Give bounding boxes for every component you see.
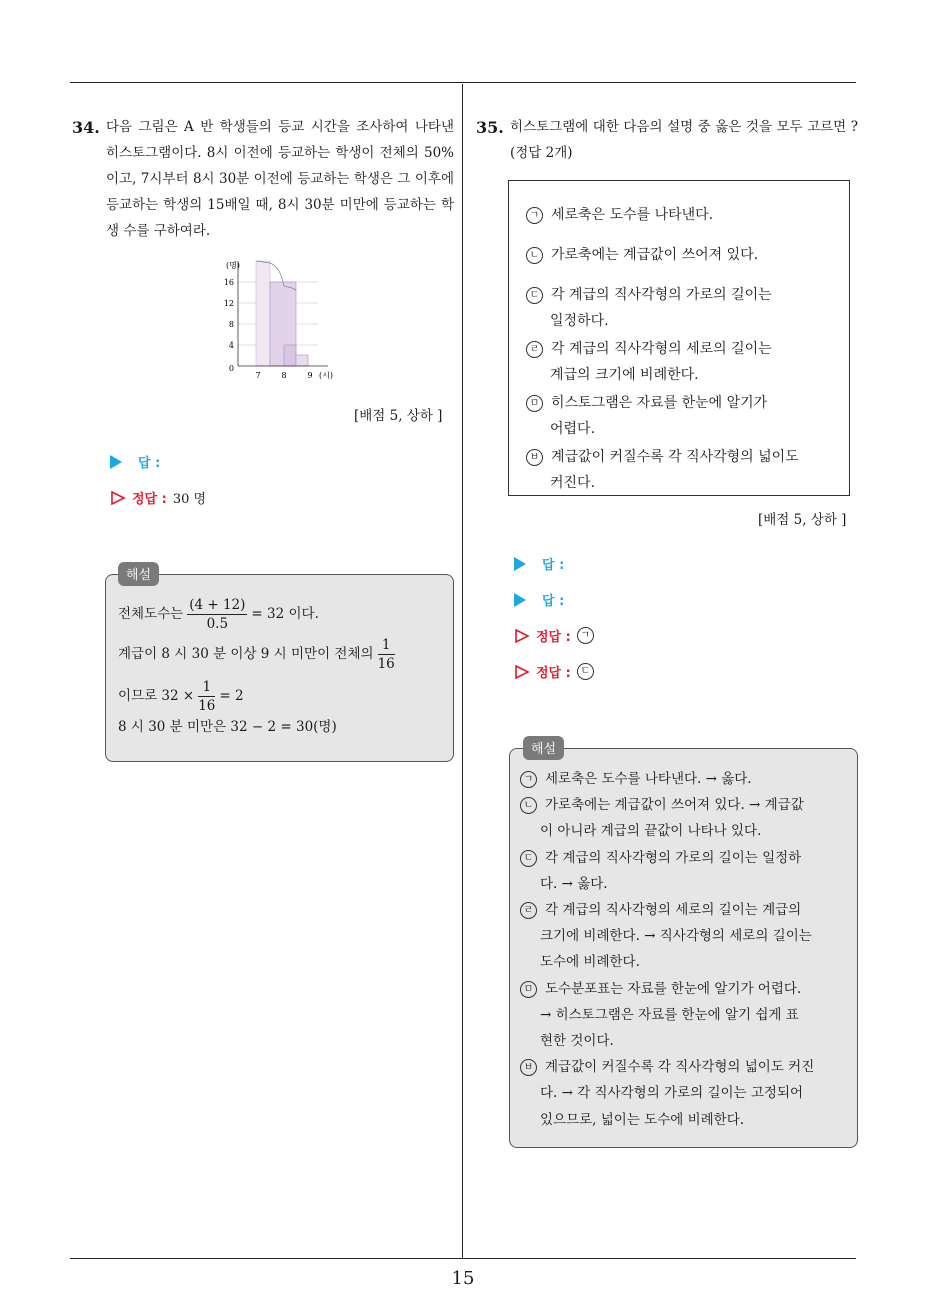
exp-text: 도수에 비례한다.	[540, 954, 640, 971]
hist-bar-4	[296, 355, 308, 366]
bottom-rule	[70, 1258, 856, 1259]
option-text-cont: 일정하다.	[550, 313, 609, 329]
exp-text: 이므로 32 ×	[118, 688, 195, 704]
hist-x-unit: (시)	[319, 371, 333, 380]
q34-histogram	[218, 256, 348, 384]
fraction-denominator: 16	[198, 698, 216, 714]
exp-text: 이 아니라 계급의 끝값이 나타나 있다.	[540, 823, 762, 840]
option-text-cont: 어렵다.	[550, 421, 596, 437]
fraction	[198, 678, 215, 715]
outline-triangle-icon	[514, 664, 530, 680]
hist-xtick-9: 9	[307, 371, 313, 380]
option-text: 히스토그램은 자료를 한눈에 알기가	[551, 395, 768, 411]
hist-bar-1	[256, 261, 270, 366]
option-text: 각 계급의 직사각형의 가로의 길이는	[551, 287, 772, 303]
q34-answer-label: 답 :	[138, 456, 161, 471]
circled-mark: ㅁ	[526, 395, 543, 412]
option-text-cont: 커진다.	[550, 475, 596, 491]
circled-mark: ㄹ	[520, 902, 537, 919]
option-text: 각 계급의 직사각형의 세로의 길이는	[551, 341, 772, 357]
q35-option-2	[526, 242, 758, 268]
q34-number: 34.	[72, 118, 100, 137]
q35-exp-line	[520, 871, 850, 897]
exp-text: 현한 것이다.	[540, 1033, 614, 1050]
exp-text: 다. → 각 직사각형의 가로의 길이는 고정되어	[540, 1085, 804, 1102]
exp-text: = 32 이다.	[251, 606, 319, 622]
exp-text: 가로축에는 계급값이 쓰어져 있다. → 계급값	[545, 797, 804, 814]
q35-exp-line	[520, 1080, 850, 1106]
q35-option-3	[526, 282, 772, 334]
q35-question: 히스토그램에 대한 다음의 설명 중 옳은 것을 모두 고르면 ? (정답 2개)	[510, 119, 858, 161]
play-icon	[514, 593, 526, 607]
q34-correct-row	[110, 488, 206, 507]
q35-exp-line	[520, 1107, 850, 1133]
q35-exp-line	[520, 897, 850, 923]
q35-explanation-tag: 해설	[523, 736, 564, 760]
q35-correct-value-1: ㄱ	[577, 627, 594, 644]
q35-correct-row-1	[514, 626, 594, 645]
exp-text: 세로축은 도수를 나타낸다. → 옳다.	[545, 771, 752, 787]
option-text-cont: 계급의 크기에 비례한다.	[550, 367, 699, 383]
q34-exp-line-1	[118, 596, 319, 633]
q35-correct-value-2: ㄷ	[577, 663, 594, 680]
top-rule	[70, 82, 856, 83]
exp-text: 각 계급의 직사각형의 가로의 길이는 일정하	[545, 849, 802, 866]
circled-mark: ㄷ	[526, 287, 543, 304]
q35-option-1	[526, 202, 713, 228]
q35-correct-label-1: 정답 :	[536, 630, 571, 645]
q35-explanation-body	[520, 766, 850, 1133]
hist-ytick-0: 0	[228, 364, 234, 373]
fraction	[378, 636, 395, 673]
q35-exp-line	[520, 818, 850, 844]
exp-text: 크기에 비례한다. → 직사각형의 세로의 길이는	[540, 928, 812, 945]
circled-mark: ㅂ	[520, 1059, 537, 1076]
fraction-denominator: 0.5	[206, 616, 229, 632]
play-icon	[110, 455, 122, 469]
q35-exp-line	[520, 1002, 850, 1028]
circled-mark: ㄴ	[520, 797, 537, 814]
q34-correct-value: 30 명	[172, 492, 207, 507]
q35-option-6	[526, 444, 799, 496]
exp-text: = 2	[219, 688, 244, 704]
circled-mark: ㄱ	[520, 771, 537, 788]
exp-text: 있으므로, 넓이는 도수에 비례한다.	[540, 1111, 745, 1128]
page-number: 15	[451, 1268, 475, 1289]
play-icon	[514, 557, 526, 571]
option-text: 가로축에는 계급값이 쓰어져 있다.	[551, 247, 759, 263]
q35-exp-line	[520, 845, 850, 871]
hist-ytick-4: 4	[228, 341, 234, 350]
hist-bar-3	[284, 345, 296, 366]
q35-answer-label-1: 답 :	[542, 558, 565, 573]
q35-correct-row-2	[514, 662, 594, 681]
circled-mark: ㄱ	[526, 207, 543, 224]
hist-ytick-12: 12	[223, 299, 234, 308]
fraction	[187, 596, 247, 633]
q34-explanation-tag: 해설	[118, 562, 159, 586]
q35-score: [배점 5, 상하 ]	[758, 512, 847, 528]
q34-correct-label: 정답 :	[132, 492, 167, 507]
exp-text: → 히스토그램은 자료를 한눈에 알기 쉽게 표	[540, 1006, 799, 1023]
hist-xtick-7: 7	[255, 371, 261, 380]
circled-mark: ㅁ	[520, 981, 537, 998]
hist-xtick-8: 8	[281, 371, 287, 380]
q35-exp-line	[520, 949, 850, 975]
exp-text: 계급값이 커질수록 각 직사각형의 넓이도 커진	[545, 1059, 815, 1076]
exp-text: 도수분포표는 자료를 한눈에 알기가 어렵다.	[545, 980, 802, 997]
q35-exp-line	[520, 923, 850, 949]
exp-text: 다. → 옳다.	[540, 875, 608, 892]
q34-answer-row[interactable]	[110, 452, 160, 471]
q34-exp-line-2	[118, 636, 399, 673]
q35-exp-line	[520, 1054, 850, 1080]
q35-number: 35.	[476, 118, 504, 137]
fraction-denominator: 16	[377, 656, 395, 672]
fraction-numerator: 1	[378, 636, 395, 655]
hist-ytick-8: 8	[228, 320, 234, 329]
exp-text: 각 계급의 직사각형의 세로의 길이는 계급의	[545, 902, 802, 919]
exp-text: 계급이 8 시 30 분 이상 9 시 미만이 전체의	[118, 646, 374, 662]
q35-option-4	[526, 336, 772, 388]
q34-exp-line-4: 8 시 30 분 미만은 32 − 2 = 30(명)	[118, 719, 337, 735]
fraction-numerator: (4 + 12)	[189, 597, 246, 613]
q34-question: 다음 그림은 A 반 학생들의 등교 시간을 조사하여 나타낸 히스토그램이다. 8시 이전에 등교하는 학생이 전체의 50%이고, 7시부터 8시 30분 이전에 등교하는 학생은 그 이후에 등교하는 학생의 15배일 때, 8시 30분 미만에 등교하는 학생 수를 구하여라.	[106, 119, 454, 239]
fraction-numerator: 1	[198, 678, 215, 697]
q35-correct-label-2: 정답 :	[536, 666, 571, 681]
outline-triangle-icon	[514, 628, 530, 644]
q35-option-5	[526, 390, 767, 442]
q35-answer-row-2[interactable]	[514, 590, 564, 609]
q35-answer-label-2: 답 :	[542, 594, 565, 609]
circled-mark: ㄴ	[526, 247, 543, 264]
column-divider	[462, 84, 463, 1258]
q35-exp-line	[520, 976, 850, 1002]
option-text: 세로축은 도수를 나타낸다.	[551, 207, 714, 223]
hist-y-unit: (명)	[226, 261, 240, 270]
option-text: 계급값이 커질수록 각 직사각형의 넓이도	[551, 449, 799, 465]
hist-ytick-16: 16	[223, 278, 234, 287]
q35-answer-row-1[interactable]	[514, 554, 564, 573]
q34-exp-line-3	[118, 678, 244, 715]
q35-exp-line	[520, 792, 850, 818]
q34-score: [배점 5, 상하 ]	[354, 408, 443, 424]
q35-exp-line	[520, 766, 850, 792]
circled-mark: ㅂ	[526, 449, 543, 466]
q35-exp-line	[520, 1028, 850, 1054]
exp-text: 전체도수는	[118, 606, 184, 622]
outline-triangle-icon	[110, 490, 126, 506]
circled-mark: ㄷ	[520, 850, 537, 867]
circled-mark: ㄹ	[526, 341, 543, 358]
